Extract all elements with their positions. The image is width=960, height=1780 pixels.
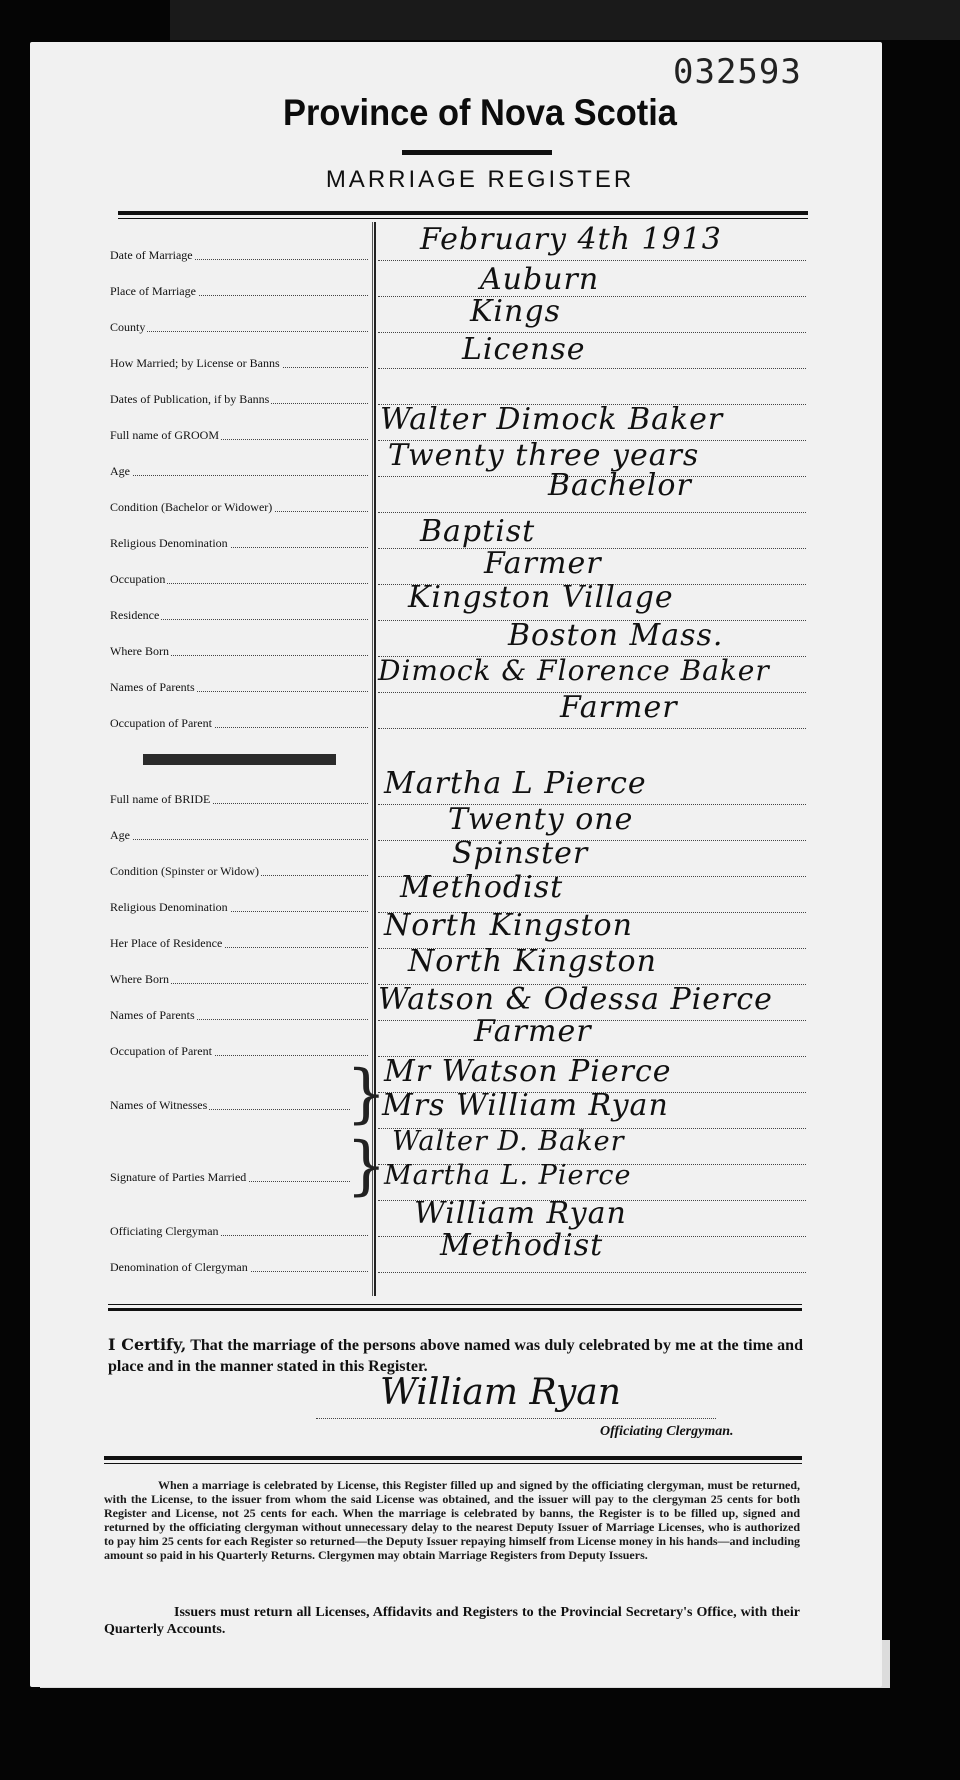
field-value: Farmer: [484, 546, 602, 581]
field-label: Occupation of Parent: [110, 1044, 212, 1058]
field-label: Her Place of Residence: [110, 936, 223, 950]
instructions-notice: [104, 1478, 800, 1562]
field-label: Where Born: [110, 644, 169, 658]
bride-section-bar: [143, 754, 336, 765]
field-label: Full name of BRIDE: [110, 792, 211, 806]
witnesses-brace-icon: }: [346, 1057, 387, 1131]
witness-value: Mrs William Ryan: [382, 1088, 669, 1123]
title-rule: [402, 150, 552, 155]
field-label: Condition (Bachelor or Widower): [110, 500, 273, 514]
field-label: Condition (Spinster or Widow): [110, 864, 259, 878]
witness-value: Mr Watson Pierce: [384, 1054, 672, 1089]
certify-lead: I Certify,: [108, 1335, 187, 1354]
certification-text: [108, 1334, 803, 1377]
clergyman-signature: William Ryan: [380, 1372, 621, 1413]
field-value: Spinster: [452, 836, 589, 871]
notice-paragraph: When a marriage is celebrated by License, this Register filled up and signed by the officiating clergyman, must be returned, with the License, to the issuer from whom the said License was obtained, and the issuer will pay to the clergyman 25 cents for both Register and License, not 25 cents for each. When the marriage is celebrated by banns, the Register is to be filled up, signed and returned by the officiating clergyman without unnecessary delay to the nearest Deputy Issuer of Marriage Licenses, who is authorized to pay him 25 cents for each Register so returned—the Deputy Issuer repaying himself from License money in his hands—and including amount so paid in his Quarterly Returns. Clergymen may obtain Marriage Registers from Deputy Issuers.: [104, 1478, 800, 1562]
scan-top-edge: [170, 0, 960, 40]
field-label: Religious Denomination: [110, 900, 228, 914]
field-label: Occupation: [110, 572, 166, 586]
field-label: Names of Parents: [110, 680, 195, 694]
field-label: Names of Witnesses: [110, 1098, 208, 1112]
field-value: Kings: [470, 294, 561, 329]
field-value: Methodist: [400, 870, 564, 905]
top-rule-thin: [118, 218, 808, 219]
field-value: Bachelor: [548, 468, 692, 503]
field-label: Signature of Parties Married: [110, 1170, 247, 1184]
field-label: Dates of Publication, if by Banns: [110, 392, 270, 406]
field-value: Twenty three years: [388, 438, 700, 473]
table-bottom-rule-thin: [108, 1304, 802, 1305]
field-label: Age: [110, 464, 130, 478]
field-value: Dimock & Florence Baker: [378, 654, 770, 687]
field-label: Where Born: [110, 972, 169, 986]
issuers-notice: Issuers must return all Licenses, Affidavits and Registers to the Provincial Secretary's Office, with their Quarterly Accounts.: [104, 1605, 800, 1637]
certify-body: That the marriage of the persons above named was duly celebrated by me at the time and place and in the manner stated in this Register.: [108, 1337, 803, 1375]
field-value: License: [462, 332, 586, 367]
field-label: Date of Marriage: [110, 248, 193, 262]
signature-caption: Officiating Clergyman.: [600, 1424, 734, 1439]
field-label: Residence: [110, 608, 160, 622]
field-label: Full name of GROOM: [110, 428, 219, 442]
field-label: Occupation of Parent: [110, 716, 212, 730]
field-value: Farmer: [474, 1014, 592, 1049]
field-label: Denomination of Clergyman: [110, 1260, 248, 1274]
signatures-brace-icon: }: [346, 1129, 387, 1203]
field-value: North Kingston: [384, 908, 633, 943]
field-value: Twenty one: [448, 802, 634, 837]
field-value: Auburn: [480, 262, 600, 297]
page-title: Province of Nova Scotia: [283, 92, 677, 133]
field-value: William Ryan: [414, 1196, 627, 1231]
signature-line: [316, 1418, 716, 1419]
field-value: Watson & Odessa Pierce: [378, 982, 773, 1017]
field-value: Martha L Pierce: [384, 766, 647, 801]
notice-top-rule-thin: [104, 1463, 802, 1464]
signature-value: Martha L. Pierce: [384, 1160, 632, 1191]
field-value: Walter Dimock Baker: [380, 402, 724, 437]
field-value: Farmer: [560, 690, 678, 725]
top-rule: [118, 211, 808, 215]
field-value: February 4th 1913: [420, 222, 722, 257]
field-label: Names of Parents: [110, 1008, 195, 1022]
field-label: Age: [110, 828, 130, 842]
field-value: Baptist: [420, 514, 536, 549]
field-label: County: [110, 320, 146, 334]
table-bottom-rule: [108, 1308, 802, 1311]
page-subtitle: MARRIAGE REGISTER: [325, 166, 635, 193]
field-label: Religious Denomination: [110, 536, 228, 550]
field-value: North Kingston: [408, 944, 657, 979]
field-value: Methodist: [440, 1228, 604, 1263]
signature-value: Walter D. Baker: [392, 1126, 625, 1157]
field-label: Officiating Clergyman: [110, 1224, 219, 1238]
field-value: Kingston Village: [408, 580, 674, 615]
field-label: How Married; by License or Banns: [110, 356, 280, 370]
field-value: Boston Mass.: [508, 618, 724, 653]
document-number: 032593: [673, 52, 802, 92]
field-label: Place of Marriage: [110, 284, 196, 298]
notice-top-rule: [104, 1456, 802, 1460]
